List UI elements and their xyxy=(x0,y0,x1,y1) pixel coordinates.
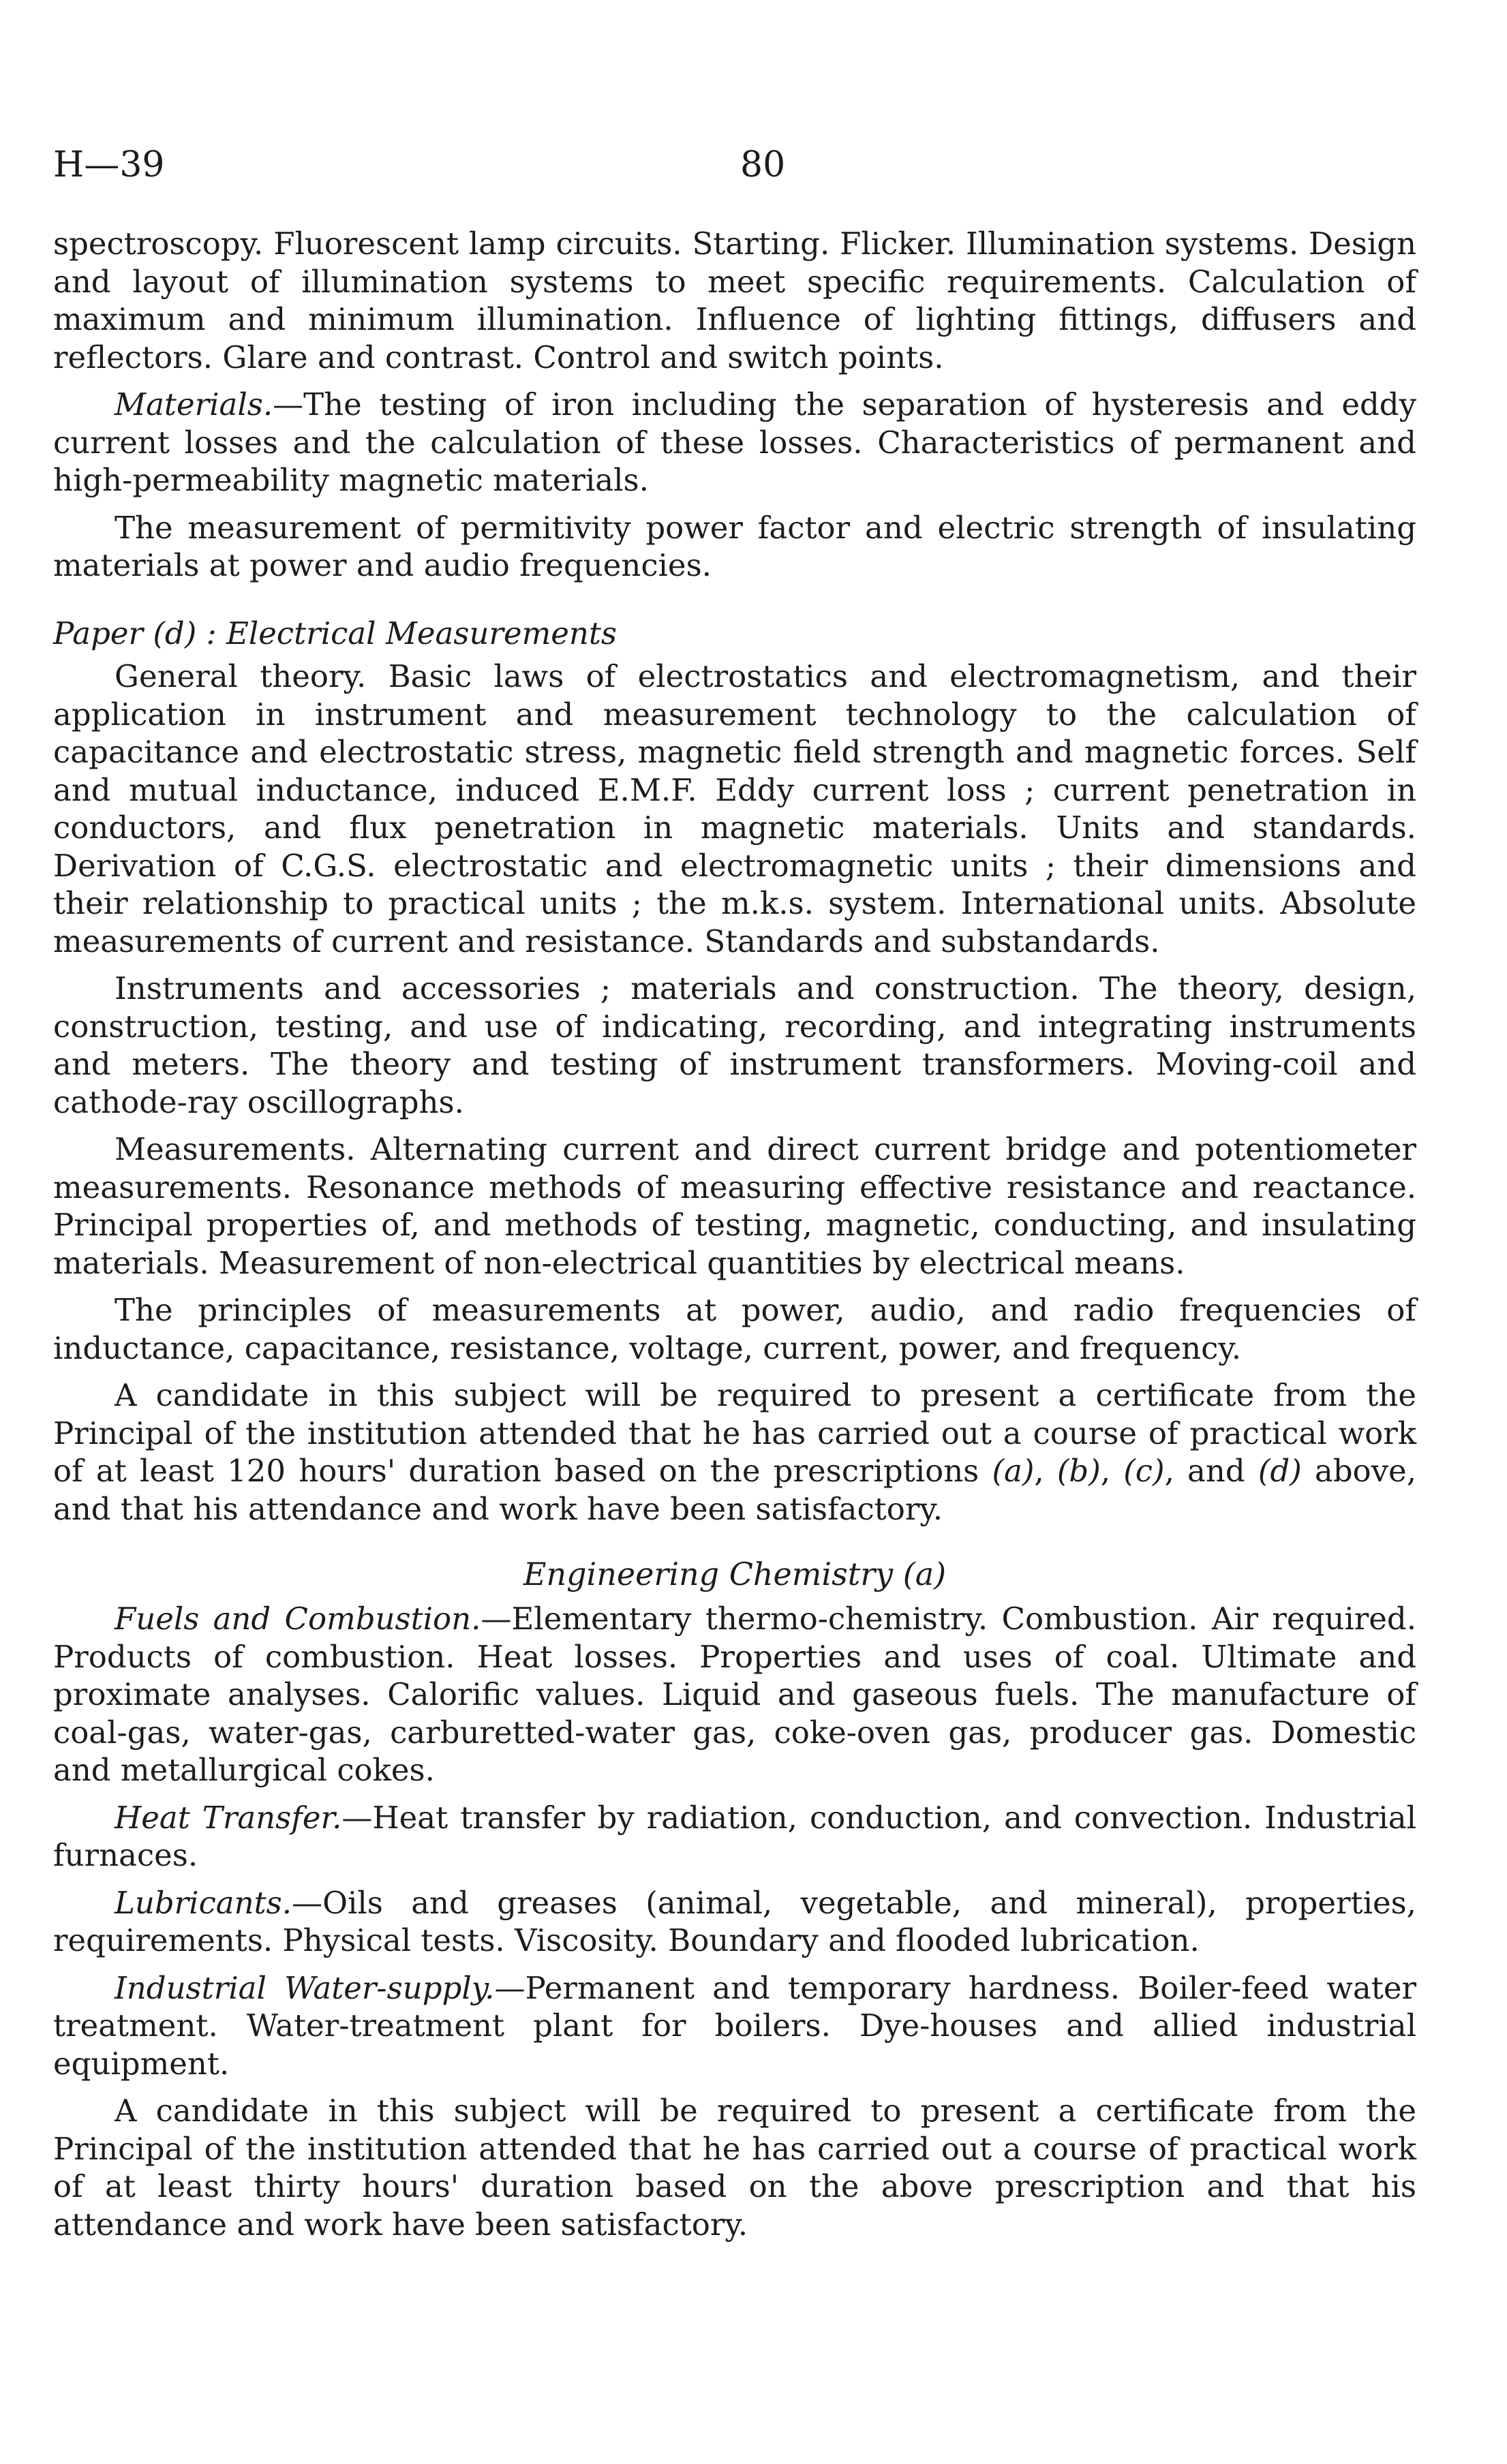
prescription-a: (a) xyxy=(992,1453,1035,1489)
certificate-text-end: above, and that his attendance and work have been satisfactory. xyxy=(53,1453,1416,1527)
page-header xyxy=(53,144,1454,192)
lubricants-paragraph xyxy=(53,1884,1416,1960)
water-supply-text: Permanent and temporary hardness. Boiler-feed water treatment. Water-treatment plant for boilers. Dye-houses and allied industrial equipment. xyxy=(53,1969,1416,2082)
measurements-paragraph: Measurements. Alternating current and direct current bridge and potentiometer measurements. Resonance methods of measuring effective resistance and reactance. Principal properties of, and methods of testing, magnetic, conducting, and insulating materials. Measurement of non-electrical quantities by electrical means. xyxy=(53,1131,1416,1281)
fuels-text: Elementary thermo-chemistry. Combustion. Air required. Products of combustion. Heat losses. Properties and uses of coal. Ultimate and proximate analyses. Calorific values. Liquid and gaseous fuels. The manufacture of coal-gas, water-gas, carburetted-water gas, coke-oven gas, producer gas. Domestic and metallurgical cokes. xyxy=(53,1601,1416,1788)
lubricants-title: Lubricants. xyxy=(115,1884,292,1921)
materials-paragraph xyxy=(53,386,1416,499)
instruments-paragraph: Instruments and accessories ; materials and construction. The theory, design, construction, testing, and use of indicating, recording, and integrating instruments and meters. The theory and testing of instrument transformers. Moving-coil and cathode-ray oscillographs. xyxy=(53,970,1416,1120)
heat-transfer-paragraph xyxy=(53,1799,1416,1875)
materials-text: The testing of iron including the separation of hysteresis and eddy current losses and the calculation of these losses. Characteristics of permanent and high-permeability magnetic materials. xyxy=(53,386,1416,498)
prescription-c: (c) xyxy=(1123,1453,1165,1489)
water-supply-dash: — xyxy=(494,1969,526,2006)
prescription-d: (d) xyxy=(1258,1453,1302,1489)
lubricants-text: Oils and greases (animal, vegetable, and mineral), properties, requirements. Physical tests. Viscosity. Boundary and flooded lubrication. xyxy=(53,1884,1416,1958)
page-number: 80 xyxy=(740,144,786,185)
continued-paragraph: spectroscopy. Fluorescent lamp circuits. Starting. Flicker. Illumination systems. Design and layout of illumination systems to meet specific requirements. Calculation of maximum and minimum illumination. Influence of lighting fittings, diffusers and reflectors. Glare and contrast. Control and switch points. xyxy=(53,226,1416,375)
lubricants-dash: — xyxy=(292,1884,323,1921)
materials-dash: — xyxy=(273,386,304,422)
fuels-dash: — xyxy=(481,1601,512,1637)
water-supply-title: Industrial Water-supply. xyxy=(115,1969,495,2006)
separator: , and xyxy=(1164,1453,1258,1489)
heat-transfer-dash: — xyxy=(341,1799,373,1836)
paper-d-certificate-paragraph xyxy=(53,1376,1416,1528)
fuels-title: Fuels and Combustion. xyxy=(115,1601,481,1637)
prescription-b: (b) xyxy=(1056,1453,1101,1489)
water-supply-paragraph xyxy=(53,1969,1416,2083)
fuels-paragraph xyxy=(53,1600,1416,1789)
document-reference: H—39 xyxy=(53,144,165,185)
heat-transfer-title: Heat Transfer. xyxy=(115,1799,342,1836)
general-theory-paragraph: General theory. Basic laws of electrostatics and electromagnetism, and their application in instrument and measurement technology to the calculation of capacitance and electrostatic stress, magnetic field strength and magnetic forces. Self and mutual inductance, induced E.M.F. Eddy current loss ; current penetration in conductors, and flux penetration in magnetic materials. Units and standards. Derivation of C.G.S. electrostatic and electromagnetic units ; their dimensions and their relationship to practical units ; the m.k.s. system. International units. Absolute measurements of current and resistance. Standards and substandards. xyxy=(53,658,1416,959)
separator: , xyxy=(1100,1453,1124,1489)
paper-d-heading: Paper (d) : Electrical Measurements xyxy=(53,615,618,651)
page-body xyxy=(53,225,1416,2253)
heat-transfer-text: Heat transfer by radiation, conduction, and convection. Industrial furnaces. xyxy=(53,1799,1416,1873)
separator: , xyxy=(1034,1453,1057,1489)
frequency-principles-paragraph: The principles of measurements at power, audio, and radio frequencies of inductance, capacitance, resistance, voltage, current, power, and frequency. xyxy=(53,1292,1416,1366)
materials-title: Materials. xyxy=(115,386,273,422)
certificate-text-start: A candidate in this subject will be required to present a certificate from the Principal of the institution attended that he has carried out a course of practical work of at least 120 hours' duration based on the prescriptions xyxy=(53,1377,1416,1489)
permittivity-paragraph: The measurement of permitivity power factor and electric strength of insulating materials at power and audio frequencies. xyxy=(53,509,1416,583)
chemistry-certificate-paragraph: A candidate in this subject will be required to present a certificate from the Principal of the institution attended that he has carried out a course of practical work of at least thirty hours' duration based on the above prescription and that his attendance and work have been satisfactory. xyxy=(53,2093,1416,2243)
engineering-chemistry-heading: Engineering Chemistry (a) xyxy=(523,1556,947,1592)
